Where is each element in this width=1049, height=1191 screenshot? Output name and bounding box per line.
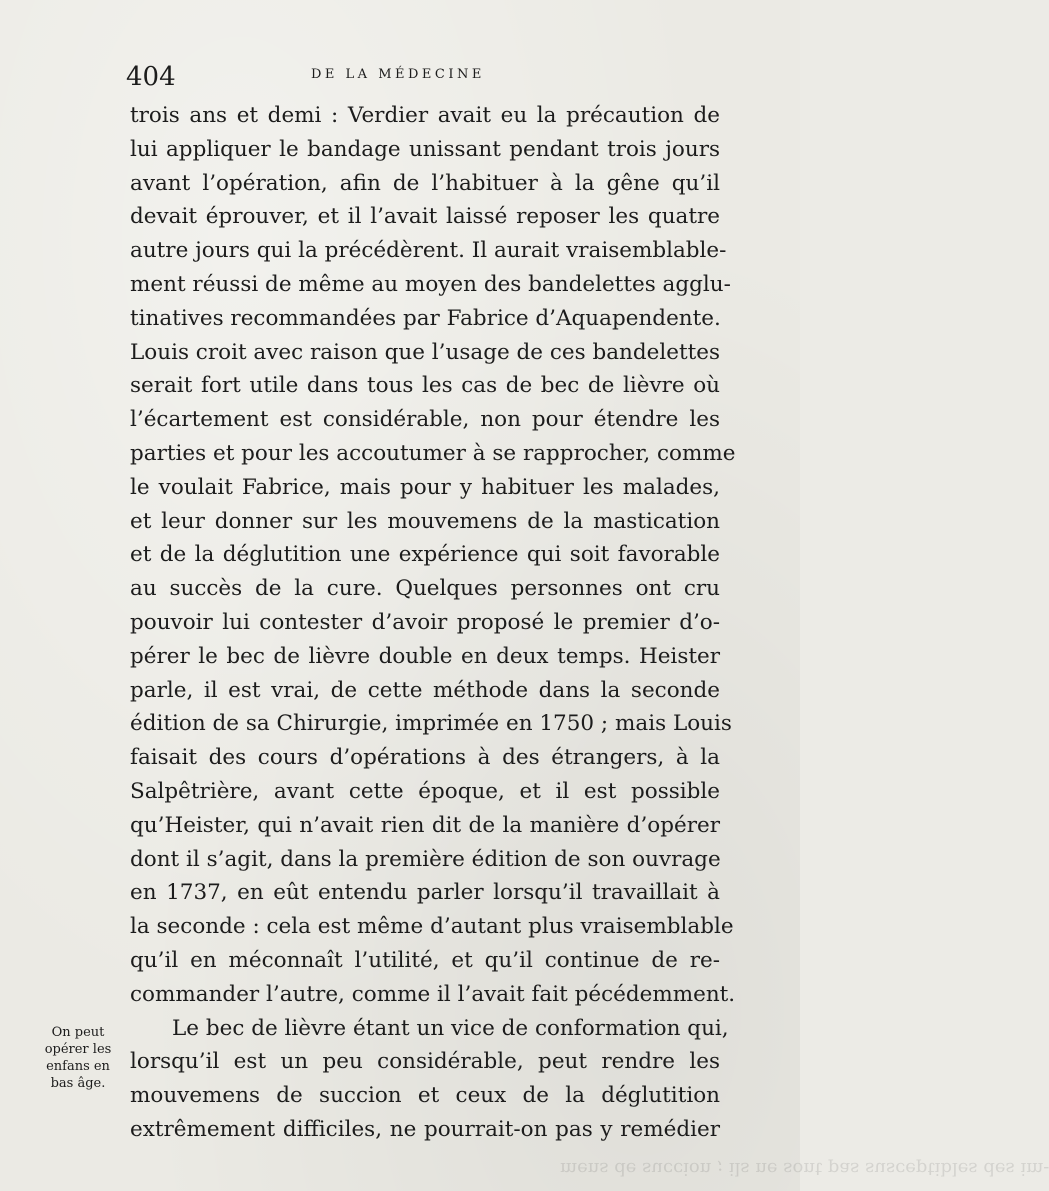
running-title: DE LA MÉDECINE bbox=[311, 67, 485, 82]
text-line: serait fort utile dans tous les cas de bec de lièvre où bbox=[130, 373, 720, 399]
text-line: trois ans et demi : Verdier avait eu la précaution de bbox=[130, 103, 720, 128]
text-line: devait éprouver, et il l’avait laissé reposer les quatre bbox=[130, 204, 720, 230]
text-line: Louis croit avec raison que l’usage de ces bandelettes bbox=[130, 339, 721, 365]
marginal-note bbox=[28, 1024, 128, 1092]
text-line: parties et pour les accoutumer à se rapprocher, comme bbox=[130, 440, 736, 466]
text-line: et de la déglutition une expérience qui soit favorable bbox=[130, 542, 720, 568]
text-line: l’écartement est considérable, non pour étendre les bbox=[130, 407, 720, 433]
marginal-note-line: opérer les bbox=[44, 1042, 112, 1057]
bleed-through-text: mens de succion ; ils ne sont pas susceptibles des im- bbox=[560, 1158, 1049, 1179]
text-line: qu’il en méconnaît l’utilité, et qu’il continue de re- bbox=[130, 947, 720, 973]
text-line: mouvemens de succion et ceux de la déglutition bbox=[130, 1083, 720, 1109]
text-line: faisait des cours d’opérations à des étrangers, à la bbox=[130, 745, 720, 771]
text-line: Salpêtrière, avant cette époque, et il est possible bbox=[130, 778, 720, 804]
text-line: et leur donner sur les mouvemens de la mastication bbox=[130, 508, 720, 534]
text-line: en 1737, en eût entendu parler lorsqu’il travaillait à bbox=[130, 880, 720, 906]
text-line: avant l’opération, afin de l’habituer à la gêne qu’il bbox=[130, 170, 720, 196]
text-line: pérer le bec de lièvre double en deux temps. Heister bbox=[130, 643, 720, 669]
marginal-note-line: bas âge. bbox=[50, 1076, 106, 1091]
text-line: le voulait Fabrice, mais pour y habituer les malades, bbox=[130, 474, 720, 500]
page-number: 404 bbox=[126, 62, 176, 92]
text-line: lui appliquer le bandage unissant pendant trois jours bbox=[130, 136, 720, 162]
text-line: extrêmement difficiles, ne pourrait-on pas y remédier bbox=[130, 1116, 720, 1142]
text-line: dont il s’agit, dans la première édition de son ouvrage bbox=[130, 846, 721, 872]
text-line: au succès de la cure. Quelques personnes ont cru bbox=[130, 576, 720, 602]
text-line: commander l’autre, comme il l’avait fait pécédemment. bbox=[130, 981, 736, 1007]
text-line: ment réussi de même au moyen des bandelettes agglu- bbox=[130, 271, 731, 297]
text-line: qu’Heister, qui n’avait rien dit de la manière d’opérer bbox=[130, 812, 720, 838]
marginal-note-line: enfans en bbox=[46, 1059, 110, 1074]
text-line: tinatives recommandées par Fabrice d’Aquapendente. bbox=[130, 305, 721, 331]
text-line: pouvoir lui contester d’avoir proposé le premier d’o- bbox=[130, 609, 720, 635]
text-line: édition de sa Chirurgie, imprimée en 1750 ; mais Louis bbox=[130, 711, 732, 737]
body-text bbox=[130, 99, 736, 1147]
text-line: la seconde : cela est même d’autant plus vraisemblable bbox=[130, 914, 734, 940]
paragraph-start-line: Le bec de lièvre étant un vice de conformation qui, bbox=[172, 1015, 729, 1041]
marginal-note-line: On peut bbox=[51, 1025, 105, 1040]
text-line: autre jours qui la précédèrent. Il aurait vraisemblable- bbox=[130, 238, 727, 264]
text-line: parle, il est vrai, de cette méthode dans la seconde bbox=[130, 677, 720, 703]
text-line: lorsqu’il est un peu considérable, peut rendre les bbox=[130, 1049, 720, 1075]
